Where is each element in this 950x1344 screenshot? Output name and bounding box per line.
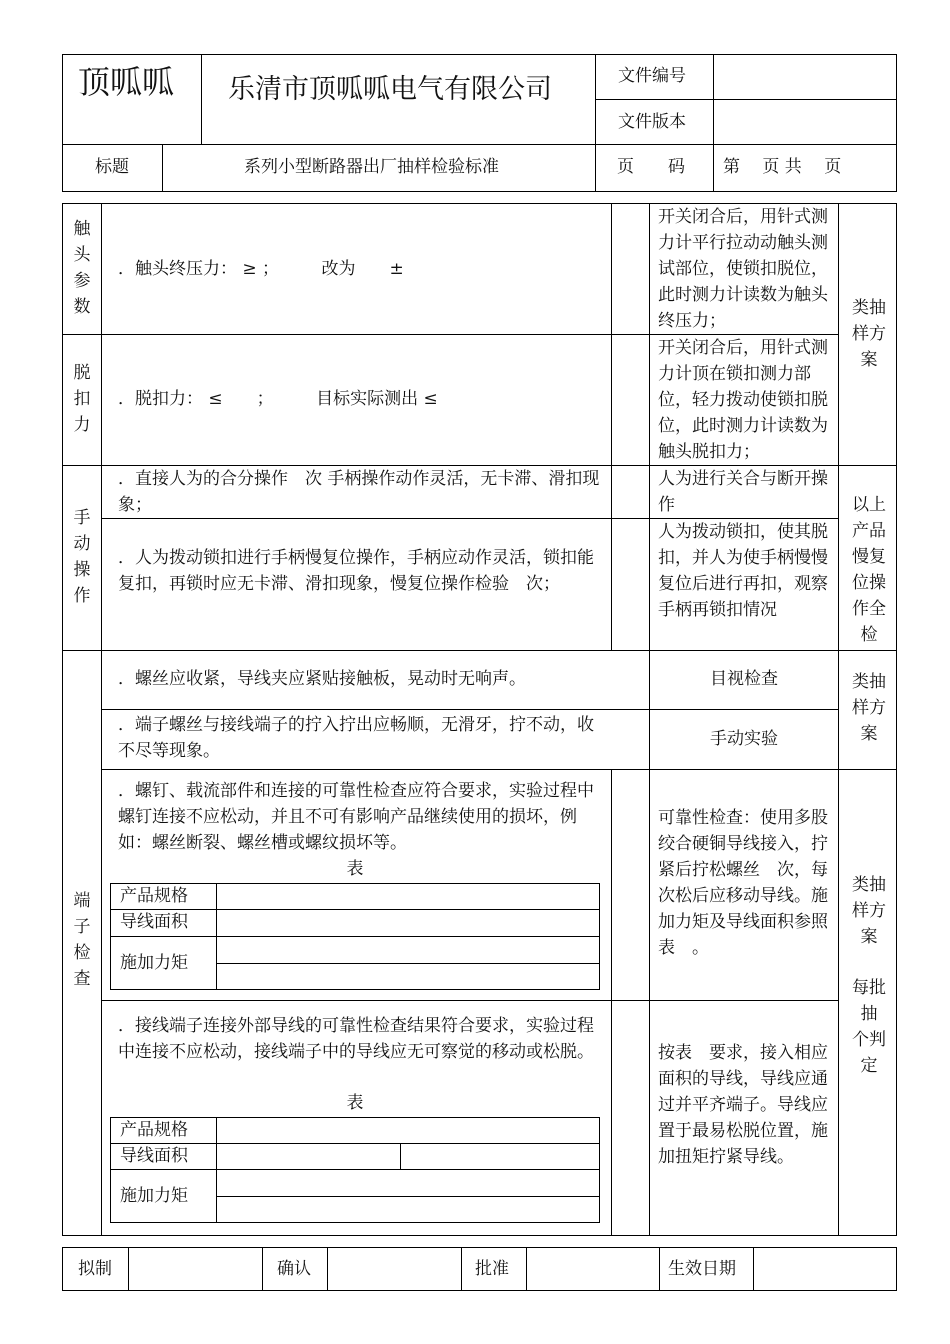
sampling-plan-terminal-a: 类抽样方案	[852, 672, 886, 744]
effective-date-label: 生效日期	[668, 1259, 736, 1279]
category-contact-params: 触头参数	[73, 219, 91, 317]
company-name: 乐清市顶呱呱电气有限公司	[228, 74, 552, 105]
item-manual-open-close: ．直接人为的合分操作 次 手柄操作动作灵活，无卡滞、滑扣现象；	[118, 469, 600, 515]
item-trip-force: ．脱扣力： ≤ ； 目标实际测出 ≤	[118, 389, 438, 409]
approve-label: 批准	[475, 1259, 509, 1279]
table1-spec-label: 产品规格	[120, 886, 188, 906]
sampling-per-batch: 每批抽 个判定	[852, 978, 895, 1076]
method-visual-check: 目视检查	[710, 669, 778, 689]
page-title: 系列小型断路器出厂抽样检验标准	[244, 157, 499, 177]
confirm-value[interactable]	[328, 1248, 460, 1290]
method-manual-open-close: 人为进行关合与断开操作	[658, 469, 828, 515]
page-code-value: 第 页 共 页	[723, 157, 842, 177]
doc-number-value[interactable]	[714, 55, 896, 99]
table2-torque-label: 施加力矩	[120, 1186, 188, 1206]
doc-version-value[interactable]	[714, 100, 896, 144]
table2-area-label: 导线面积	[120, 1146, 188, 1166]
table1-torque-label: 施加力矩	[120, 953, 188, 973]
method-trip-force: 开关闭合后，用针式测力计顶在锁扣测力部位，轻力拨动使锁扣脱位，此时测力计读数为触头脱扣力；	[658, 338, 828, 462]
category-manual-operation: 手动操作	[73, 508, 91, 606]
method-terminal-reliability: 可靠性检查：使用多股绞合硬铜导线接入，拧紧后拧松螺丝 次，每次松后应移动导线。施加力矩及导线面积参照表 。	[658, 808, 828, 958]
page-code-label: 页 码	[617, 157, 685, 177]
item-terminal-screw-tight: ．螺丝应收紧，导线夹应紧贴接触板，晃动时无响声。	[118, 669, 526, 689]
sampling-plan-contact: 类抽样方案	[852, 298, 886, 370]
item-terminal-screw-smooth: ．端子螺丝与接线端子的拧入拧出应畅顺，无滑牙，拧不动，收不尽等现象。	[118, 715, 594, 761]
item-terminal-wire-connection: ．接线端子连接外部导线的可靠性检查结果符合要求，实验过程中连接不应松动，接线端子中的导线应无可察觉的移动或松脱。	[118, 1016, 594, 1062]
method-manual-test: 手动实验	[710, 729, 778, 749]
table1-area-label: 导线面积	[120, 912, 188, 932]
effective-date-value[interactable]	[754, 1248, 896, 1290]
method-terminal-wire-connection: 按表 要求，接入相应面积的导线，导线应通过并平齐端子。导线应置于最易松脱位置，施加扭矩拧紧导线。	[658, 1043, 828, 1167]
item-terminal-reliability: ．螺钉、载流部件和连接的可靠性检查应符合要求，实验过程中螺钉连接不应松动，并且不可有影响产品继续使用的损坏，例如：螺丝断裂、螺丝槽或螺纹损坏等。	[118, 781, 594, 853]
title-label: 标题	[95, 157, 129, 177]
approve-value[interactable]	[527, 1248, 658, 1290]
company-logo: 顶呱呱	[78, 63, 175, 101]
table1-caption: 表	[346, 859, 364, 879]
item-contact-pressure: ．触头终压力： ≥ ； 改为 ±	[118, 259, 404, 279]
sampling-full-inspection: 以上产品慢复位操作全检	[852, 495, 886, 645]
item-manual-slow-reset: ．人为拨动锁扣进行手柄慢复位操作，手柄应动作灵活，锁扣能复扣，再锁时应无卡滞、滑扣现象，慢复位操作检验 次；	[118, 548, 594, 594]
table2-caption: 表	[346, 1093, 364, 1113]
doc-version-label: 文件版本	[618, 112, 686, 132]
method-manual-slow-reset: 人为拨动锁扣，使其脱扣，并人为使手柄慢慢复位后进行再扣，观察手柄再锁扣情况	[658, 522, 828, 620]
draft-value[interactable]	[129, 1248, 261, 1290]
confirm-label: 确认	[277, 1259, 311, 1279]
doc-number-label: 文件编号	[618, 66, 686, 86]
method-contact-pressure: 开关闭合后，用针式测力计平行拉动动触头测试部位，使锁扣脱位，此时测力计读数为触头终压力；	[658, 207, 828, 331]
sampling-plan-terminal-b: 类抽样方案	[852, 875, 886, 947]
table2-spec-label: 产品规格	[120, 1120, 188, 1140]
category-terminal-check: 端子检查	[73, 891, 91, 989]
category-trip-force: 脱扣力	[73, 363, 91, 435]
draft-label: 拟制	[78, 1259, 112, 1279]
